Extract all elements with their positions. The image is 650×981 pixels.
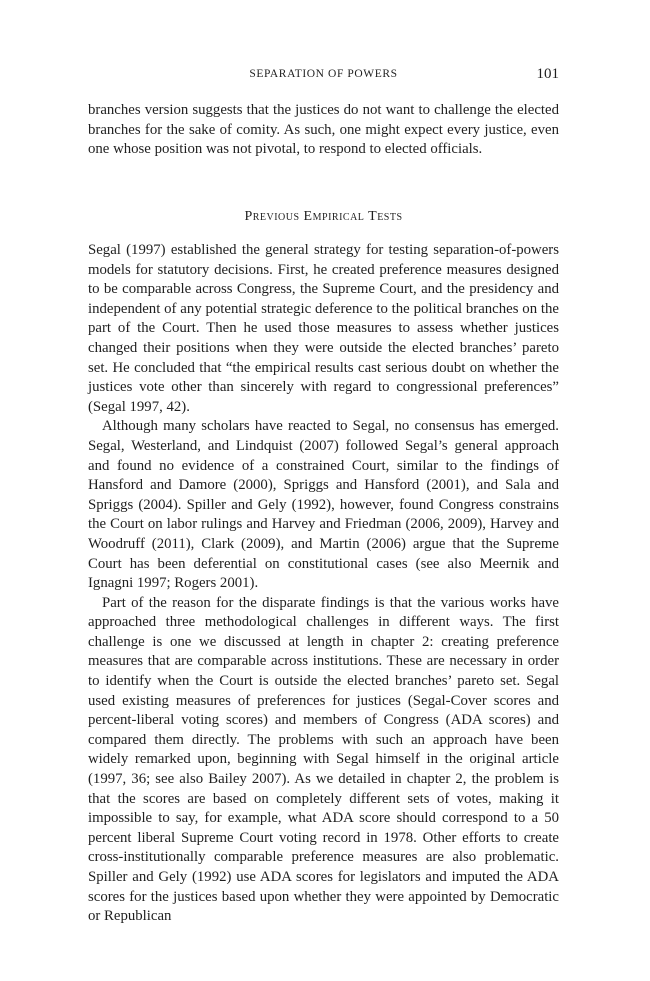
body-text-block — [88, 241, 559, 927]
intro-paragraph: branches version suggests that the justices do not want to challenge the elected branches for the sake of comity. As such, one might expect every justice, even one whose position was not pivotal, to respond to elected officials. — [88, 102, 559, 158]
running-head-title: SEPARATION OF POWERS — [249, 68, 398, 80]
body-paragraph-1: Segal (1997) established the general strategy for testing separation-of-powers models for statutory decisions. First, he created preference measures designed to be comparable across Congress, the Supreme Court, and the presidency and independent of any potential strategic deference to the political branches on the part of the Court. Then he used those measures to assess whether justices changed their positions when they were outside the elected branches’ pareto set. He concluded that “the empirical results cast serious doubt on whether the justices vote other than sincerely with regard to congressional preferences” (Segal 1997, 42). — [88, 242, 559, 415]
body-paragraph-2: Although many scholars have reacted to Segal, no consensus has emerged. Segal, Westerland, and Lindquist (2007) followed Segal’s general approach and found no evidence of a constrained Court, similar to the findings of Hansford and Damore (2000), Spriggs and Hansford (2001), and Sala and Spriggs (2004). Spiller and Gely (1992), however, found Congress constrains the Court on labor rulings and Harvey and Friedman (2006, 2009), Harvey and Woodruff (2011), Clark (2009), and Martin (2006) argue that the Supreme Court has been deferential on constitutional cases (see also Meernik and Ignagni 1997; Rogers 2001). — [88, 418, 559, 592]
intro-text-block — [88, 101, 559, 160]
page-number: 101 — [536, 66, 559, 82]
body-paragraph-3: Part of the reason for the disparate findings is that the various works have approached three methodological challenges in different ways. The first challenge is one we discussed at length in chapter 2: creating preference measures that are comparable across institutions. These are necessary in order to identify when the Court is outside the elected branches’ pareto set. Segal used existing measures of preferences for justices (Segal-Cover scores and percent-liberal voting scores) and members of Congress (ADA scores) and compared them directly. The problems with such an approach have been widely remarked upon, beginning with Segal himself in the original article (1997, 36; see also Bailey 2007). As we detailed in chapter 2, the problem is that the scores are based on completely different sets of votes, making it impossible to say, for example, what ADA score should correspond to a 50 percent liberal Supreme Court voting record in 1978. Other efforts to create cross-institutionally comparable preference measures are also problematic. Spiller and Gely (1992) use ADA scores for legislators and imputed the ADA scores for the justices based upon whether they were appointed by Democratic or Republican — [88, 594, 559, 925]
section-heading: Previous Empirical Tests — [244, 209, 403, 224]
running-head — [88, 66, 559, 86]
